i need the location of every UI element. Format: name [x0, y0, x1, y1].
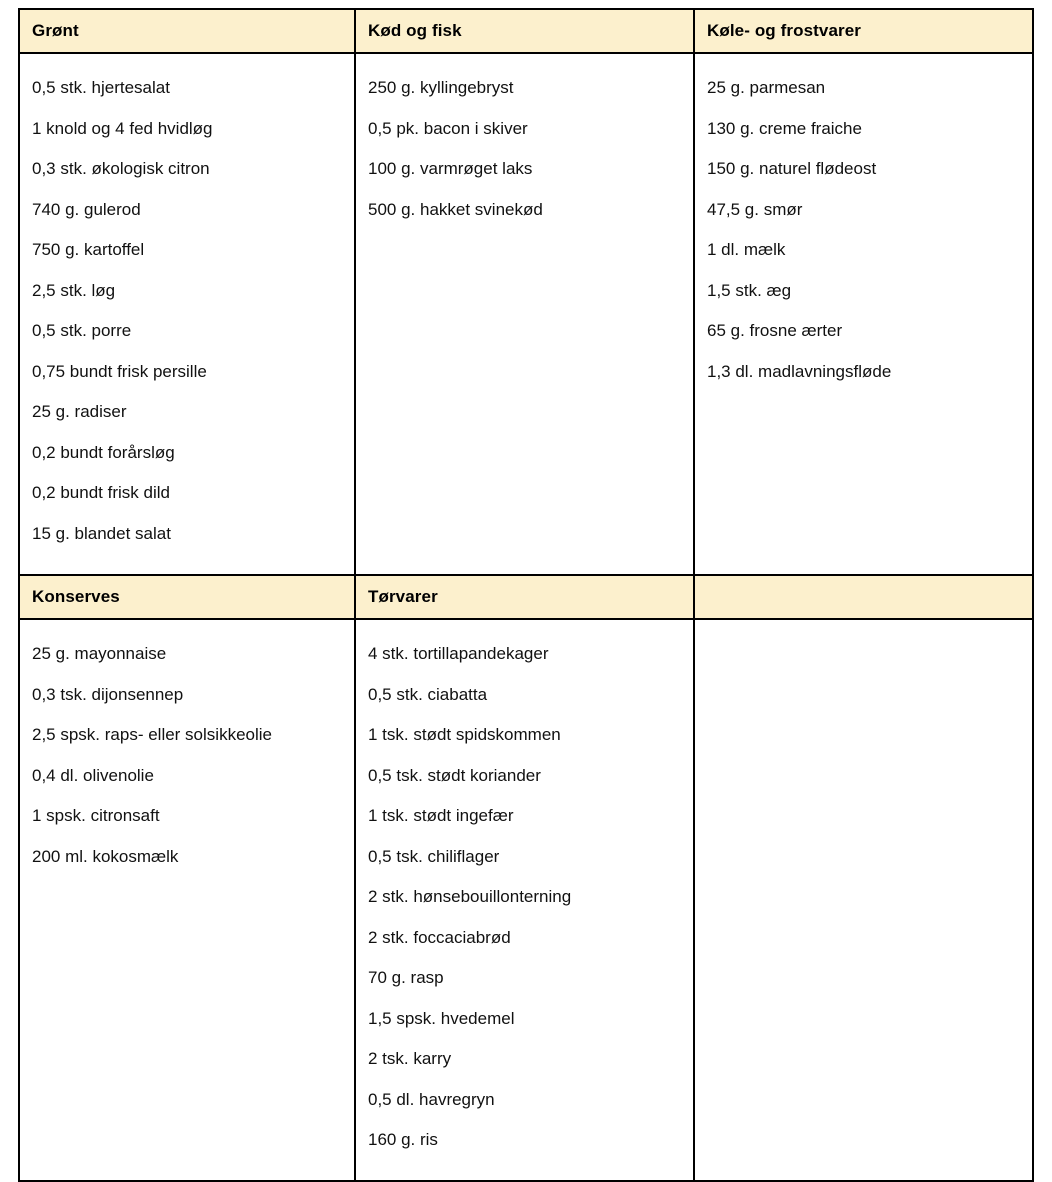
- section-header-label-kod-og-fisk: Kød og fisk: [368, 20, 462, 40]
- item-list-gront: [32, 68, 354, 554]
- list-item: 65 g. frosne ærter: [707, 321, 843, 340]
- list-item: 160 g. ris: [368, 1130, 438, 1149]
- section-header-cell-konserves: [19, 575, 355, 619]
- list-item: 0,4 dl. olivenolie: [32, 765, 154, 785]
- section-header-cell-kole-og-frostvarer: [694, 9, 1033, 53]
- section-items-row-2: [19, 619, 1033, 1181]
- list-item: 1 dl. mælk: [707, 240, 786, 259]
- section-header-cell-kod-og-fisk: [355, 9, 694, 53]
- shopping-list-table: [18, 8, 1034, 1182]
- list-item: 1 knold og 4 fed hvidløg: [32, 118, 213, 138]
- list-item: 0,3 stk. økologisk citron: [32, 159, 210, 178]
- section-header-row-2: [19, 575, 1033, 619]
- list-item: 25 g. radiser: [32, 402, 127, 421]
- list-item: 1 spsk. citronsaft: [32, 806, 160, 825]
- section-header-row-1: [19, 9, 1033, 53]
- items-cell-gront: [19, 53, 355, 575]
- list-item: 1,3 dl. madlavningsfløde: [707, 361, 892, 381]
- items-cell-konserves: [19, 619, 355, 1181]
- list-item: 250 g. kyllingebryst: [368, 78, 514, 97]
- section-header-label-konserves: Konserves: [32, 586, 120, 606]
- items-cell-empty: [694, 619, 1033, 1181]
- list-item: 100 g. varmrøget laks: [368, 159, 533, 178]
- list-item: 70 g. rasp: [368, 968, 444, 987]
- list-item: 1 tsk. stødt spidskommen: [368, 725, 561, 744]
- section-header-cell-empty: [694, 575, 1033, 619]
- list-item: 1,5 stk. æg: [707, 280, 792, 300]
- list-item: 2,5 spsk. raps- eller solsikkeolie: [32, 725, 272, 744]
- list-item: 0,5 tsk. chiliflager: [368, 846, 500, 866]
- list-item: 4 stk. tortillapandekager: [368, 644, 549, 663]
- list-item: 0,5 stk. ciabatta: [368, 684, 488, 704]
- list-item: 0,2 bundt forårsløg: [32, 442, 175, 462]
- list-item: 0,5 stk. porre: [32, 321, 132, 340]
- list-item: 0,5 dl. havregryn: [368, 1089, 495, 1109]
- list-item: 2 stk. foccaciabrød: [368, 927, 511, 947]
- item-list-torvarer: [368, 634, 693, 1161]
- list-item: 0,75 bundt frisk persille: [32, 361, 207, 381]
- list-item: 15 g. blandet salat: [32, 523, 171, 543]
- list-item: 500 g. hakket svinekød: [368, 199, 543, 219]
- section-header-cell-torvarer: [355, 575, 694, 619]
- list-item: 0,2 bundt frisk dild: [32, 483, 170, 502]
- list-item: 0,3 tsk. dijonsennep: [32, 684, 184, 704]
- items-cell-kole-og-frostvarer: [694, 53, 1033, 575]
- item-list-kod-og-fisk: [368, 68, 693, 230]
- list-item: 150 g. naturel flødeost: [707, 159, 877, 178]
- items-cell-torvarer: [355, 619, 694, 1181]
- list-item: 740 g. gulerod: [32, 199, 141, 219]
- list-item: 2 stk. hønsebouillonterning: [368, 887, 572, 906]
- list-item: 25 g. mayonnaise: [32, 644, 167, 663]
- list-item: 0,5 pk. bacon i skiver: [368, 118, 528, 138]
- item-list-kole-og-frostvarer: [707, 68, 1032, 392]
- section-header-cell-gront: [19, 9, 355, 53]
- list-item: 1,5 spsk. hvedemel: [368, 1008, 515, 1028]
- section-items-row-1: [19, 53, 1033, 575]
- list-item: 750 g. kartoffel: [32, 240, 145, 259]
- list-item: 2 tsk. karry: [368, 1049, 452, 1068]
- list-item: 1 tsk. stødt ingefær: [368, 806, 514, 825]
- section-header-label-torvarer: Tørvarer: [368, 586, 438, 606]
- list-item: 2,5 stk. løg: [32, 280, 116, 300]
- list-item: 0,5 tsk. stødt koriander: [368, 765, 541, 785]
- list-item: 25 g. parmesan: [707, 78, 826, 97]
- section-header-label-kole-og-frostvarer: Køle- og frostvarer: [707, 20, 861, 40]
- list-item: 47,5 g. smør: [707, 199, 803, 219]
- list-item: 130 g. creme fraiche: [707, 118, 862, 138]
- item-list-konserves: [32, 634, 354, 877]
- items-cell-kod-og-fisk: [355, 53, 694, 575]
- section-header-label-gront: Grønt: [32, 20, 79, 40]
- list-item: 0,5 stk. hjertesalat: [32, 78, 170, 97]
- list-item: 200 ml. kokosmælk: [32, 846, 179, 866]
